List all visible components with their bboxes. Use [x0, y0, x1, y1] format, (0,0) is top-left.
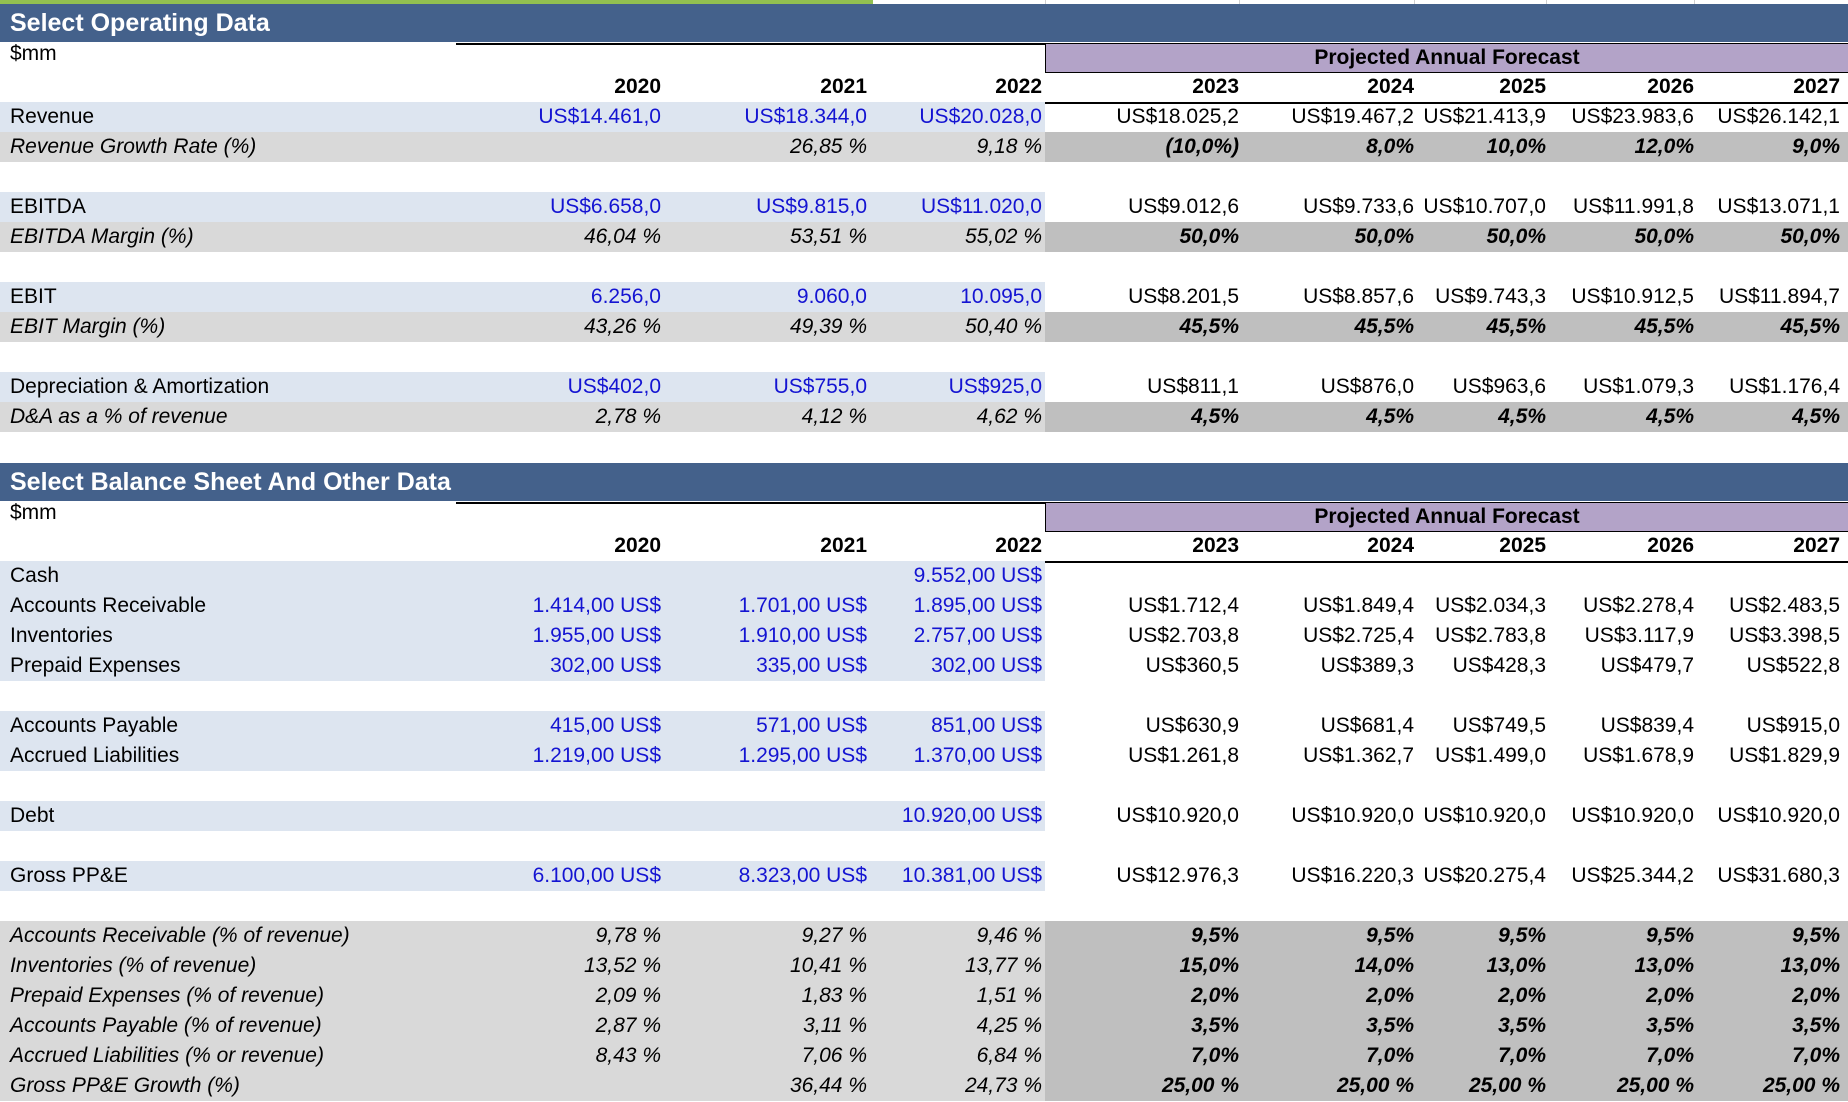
cell-2023[interactable]: 2,0% — [1191, 984, 1239, 1007]
cell-2020[interactable]: 9,78 % — [595, 924, 661, 947]
cell-2022[interactable]: 2.757,00 US$ — [913, 624, 1042, 647]
cell-2023[interactable] — [1045, 561, 1239, 591]
row-label[interactable]: Revenue Growth Rate (%) — [10, 135, 257, 158]
cell-2021[interactable]: 49,39 % — [789, 315, 867, 338]
cell-2020[interactable]: US$6.658,0 — [550, 195, 661, 218]
cell-2021[interactable]: 1.910,00 US$ — [738, 624, 867, 647]
row-label[interactable]: Accrued Liabilities (% or revenue) — [10, 1044, 324, 1067]
cell-2024[interactable]: 14,0% — [1354, 954, 1414, 977]
cell-2027[interactable]: 13,0% — [1780, 954, 1840, 977]
cell-2021[interactable] — [661, 561, 867, 591]
cell-2024[interactable]: US$9.733,6 — [1303, 195, 1414, 218]
cell-2022[interactable]: 1.895,00 US$ — [913, 594, 1042, 617]
cell-2022[interactable]: 10.381,00 US$ — [901, 864, 1042, 887]
row-label[interactable]: Accounts Receivable (% of revenue) — [10, 924, 350, 947]
row-label[interactable]: EBITDA Margin (%) — [10, 225, 194, 248]
cell-2021[interactable]: 53,51 % — [789, 225, 867, 248]
cell-2020[interactable] — [456, 1071, 661, 1101]
cell-2020[interactable]: 6.256,0 — [590, 285, 661, 308]
cell-2027[interactable]: 4,5% — [1792, 405, 1840, 428]
cell-2024[interactable]: US$876,0 — [1320, 375, 1414, 398]
cell-2024[interactable]: 25,00 % — [1336, 1074, 1414, 1097]
cell-2022[interactable]: 1,51 % — [976, 984, 1042, 1007]
cell-2021[interactable]: 1.295,00 US$ — [738, 744, 867, 767]
cell-2027[interactable]: US$26.142,1 — [1717, 105, 1840, 128]
cell-2026[interactable]: 45,5% — [1634, 315, 1694, 338]
table-row-prepaid-expenses — [0, 651, 1848, 681]
cell-2022[interactable]: 10.920,00 US$ — [901, 804, 1042, 827]
year-header-row — [0, 72, 1848, 102]
year-header[interactable]: 2026 — [1647, 534, 1694, 557]
cell-2025[interactable]: 7,0% — [1498, 1044, 1546, 1067]
row-label[interactable]: Gross PP&E Growth (%) — [10, 1074, 240, 1097]
year-header[interactable]: 2025 — [1499, 534, 1546, 557]
cell-2020[interactable] — [456, 132, 661, 162]
cell-2027[interactable]: 25,00 % — [1762, 1074, 1840, 1097]
cell-2025[interactable]: 4,5% — [1498, 405, 1546, 428]
cell-2020[interactable]: 1.955,00 US$ — [532, 624, 661, 647]
cell-2023[interactable]: US$1.261,8 — [1128, 744, 1239, 767]
cell-2024[interactable] — [1239, 561, 1414, 591]
cell-2023[interactable]: US$10.920,0 — [1116, 804, 1239, 827]
cell-2024[interactable]: 8,0% — [1366, 135, 1414, 158]
table-row-ebit — [0, 282, 1848, 312]
cell-2027[interactable]: US$2.483,5 — [1729, 594, 1840, 617]
table-row-ebitda-margin — [0, 222, 1848, 252]
cell-2021[interactable]: 9,27 % — [801, 924, 867, 947]
cell-2027[interactable]: US$13.071,1 — [1717, 195, 1840, 218]
year-header[interactable]: 2027 — [1793, 534, 1840, 557]
cell-2023[interactable]: US$630,9 — [1145, 714, 1239, 737]
cell-2027[interactable]: 50,0% — [1780, 225, 1840, 248]
unit-label[interactable]: $mm — [10, 501, 57, 524]
cell-2025[interactable]: US$2.783,8 — [1435, 624, 1546, 647]
year-header[interactable]: 2021 — [820, 75, 867, 98]
table-row-inventories — [0, 621, 1848, 651]
cell-2023[interactable]: US$360,5 — [1145, 654, 1239, 677]
cell-2020[interactable] — [456, 561, 661, 591]
cell-2020[interactable] — [456, 801, 661, 831]
cell-2020[interactable]: US$402,0 — [567, 375, 661, 398]
year-header[interactable]: 2023 — [1192, 534, 1239, 557]
cell-2025[interactable]: 10,0% — [1486, 135, 1546, 158]
row-label[interactable]: Revenue — [10, 105, 95, 128]
projection-header[interactable]: Projected Annual Forecast — [1045, 43, 1848, 73]
cell-2025[interactable]: 9,5% — [1498, 924, 1546, 947]
cell-2023[interactable]: 25,00 % — [1161, 1074, 1239, 1097]
cell-2022[interactable]: 24,73 % — [964, 1074, 1042, 1097]
cell-2025[interactable]: US$21.413,9 — [1423, 105, 1546, 128]
row-label[interactable]: Gross PP&E — [10, 864, 128, 887]
cell-2027[interactable] — [1694, 561, 1840, 591]
year-header[interactable]: 2027 — [1793, 75, 1840, 98]
cell-2022[interactable]: 6,84 % — [976, 1044, 1042, 1067]
table-row-accounts-payable — [0, 711, 1848, 741]
cell-2027[interactable]: US$522,8 — [1746, 654, 1840, 677]
table-row-d-a-as-a-of-revenue — [0, 402, 1848, 432]
table-row-cash — [0, 561, 1848, 591]
cell-2027[interactable]: 3,5% — [1792, 1014, 1840, 1037]
cell-2023[interactable]: 45,5% — [1179, 315, 1239, 338]
cell-2024[interactable]: 50,0% — [1354, 225, 1414, 248]
cell-2026[interactable]: 3,5% — [1646, 1014, 1694, 1037]
cell-2025[interactable]: US$963,6 — [1452, 375, 1546, 398]
cell-2024[interactable]: 7,0% — [1366, 1044, 1414, 1067]
cell-2026[interactable]: US$10.912,5 — [1571, 285, 1694, 308]
cell-2027[interactable]: US$1.829,9 — [1729, 744, 1840, 767]
cell-2025[interactable]: 45,5% — [1486, 315, 1546, 338]
cell-2020[interactable]: 1.414,00 US$ — [532, 594, 661, 617]
cell-2026[interactable]: US$1.678,9 — [1583, 744, 1694, 767]
table-row-depreciation-amortization — [0, 372, 1848, 402]
cell-2024[interactable]: US$681,4 — [1320, 714, 1414, 737]
cell-2025[interactable]: US$2.034,3 — [1435, 594, 1546, 617]
row-label[interactable]: Accounts Receivable — [10, 594, 207, 617]
table-row-accrued-liabilities-or-revenue — [0, 1041, 1848, 1071]
cell-2026[interactable]: US$25.344,2 — [1571, 864, 1694, 887]
table-row-accounts-receivable-of-revenue — [0, 921, 1848, 951]
cell-2027[interactable]: US$1.176,4 — [1729, 375, 1840, 398]
row-label[interactable]: EBIT Margin (%) — [10, 315, 166, 338]
year-header-row — [0, 531, 1848, 561]
cell-2026[interactable]: US$11.991,8 — [1572, 195, 1694, 218]
cell-2027[interactable]: US$31.680,3 — [1717, 864, 1840, 887]
cell-2023[interactable]: 50,0% — [1179, 225, 1239, 248]
cell-2027[interactable]: 9,0% — [1792, 135, 1840, 158]
cell-2022[interactable]: 4,25 % — [976, 1014, 1042, 1037]
cell-2024[interactable]: 4,5% — [1366, 405, 1414, 428]
cell-2025[interactable]: US$10.920,0 — [1423, 804, 1546, 827]
cell-2024[interactable]: 3,5% — [1366, 1014, 1414, 1037]
cell-2023[interactable]: (10,0%) — [1165, 135, 1239, 158]
cell-2026[interactable]: 7,0% — [1646, 1044, 1694, 1067]
cell-2025[interactable]: 25,00 % — [1468, 1074, 1546, 1097]
row-label[interactable]: Depreciation & Amortization — [10, 375, 270, 398]
cell-2025[interactable]: US$1.499,0 — [1435, 744, 1546, 767]
table-row-gross-pp-e-growth — [0, 1071, 1848, 1101]
cell-2022[interactable]: US$20.028,0 — [919, 105, 1042, 128]
unit-label[interactable]: $mm — [10, 42, 57, 65]
cell-2026[interactable]: 13,0% — [1634, 954, 1694, 977]
cell-2021[interactable]: 571,00 US$ — [756, 714, 867, 737]
row-label[interactable]: Accrued Liabilities — [10, 744, 180, 767]
cell-2023[interactable]: US$811,1 — [1147, 375, 1239, 398]
year-header[interactable]: 2026 — [1647, 75, 1694, 98]
cell-2024[interactable]: US$10.920,0 — [1291, 804, 1414, 827]
cell-2022[interactable]: 9,18 % — [976, 135, 1042, 158]
table-row-ebitda — [0, 192, 1848, 222]
row-label[interactable]: Prepaid Expenses (% of revenue) — [10, 984, 325, 1007]
cell-2024[interactable]: US$1.362,7 — [1303, 744, 1414, 767]
cell-2023[interactable]: 9,5% — [1191, 924, 1239, 947]
table-row-debt — [0, 801, 1848, 831]
cell-2024[interactable]: US$2.725,4 — [1303, 624, 1414, 647]
cell-2027[interactable]: 2,0% — [1792, 984, 1840, 1007]
year-header[interactable]: 2022 — [995, 534, 1042, 557]
projection-header[interactable]: Projected Annual Forecast — [1045, 502, 1848, 532]
cell-2026[interactable]: US$23.983,6 — [1571, 105, 1694, 128]
cell-2022[interactable]: US$11.020,0 — [920, 195, 1042, 218]
year-header[interactable]: 2023 — [1192, 75, 1239, 98]
cell-2021[interactable]: 1,83 % — [801, 984, 867, 1007]
cell-2025[interactable]: 3,5% — [1498, 1014, 1546, 1037]
cell-2021[interactable]: US$18.344,0 — [744, 105, 867, 128]
cell-2027[interactable]: US$11.894,7 — [1718, 285, 1840, 308]
cell-2026[interactable]: US$479,7 — [1600, 654, 1694, 677]
cell-2026[interactable]: 9,5% — [1646, 924, 1694, 947]
header-border — [456, 502, 1045, 504]
cell-2024[interactable]: 9,5% — [1366, 924, 1414, 947]
cell-2020[interactable]: 1.219,00 US$ — [532, 744, 661, 767]
section-title-operating[interactable]: Select Operating Data — [0, 4, 1848, 42]
cell-2026[interactable]: 12,0% — [1634, 135, 1694, 158]
row-label[interactable]: Cash — [10, 564, 60, 587]
row-label[interactable]: Accounts Payable — [10, 714, 179, 737]
cell-2025[interactable]: US$20.275,4 — [1423, 864, 1546, 887]
cell-2026[interactable]: US$2.278,4 — [1583, 594, 1694, 617]
cell-2021[interactable]: US$755,0 — [773, 375, 867, 398]
cell-2023[interactable]: 4,5% — [1191, 405, 1239, 428]
table-row-accrued-liabilities — [0, 741, 1848, 771]
cell-2020[interactable]: 13,52 % — [583, 954, 661, 977]
cell-2020[interactable]: 43,26 % — [583, 315, 661, 338]
cell-2027[interactable]: 45,5% — [1780, 315, 1840, 338]
year-header[interactable]: 2020 — [614, 534, 661, 557]
cell-2024[interactable]: 45,5% — [1354, 315, 1414, 338]
cell-2022[interactable]: 302,00 US$ — [931, 654, 1042, 677]
cell-2025[interactable]: 2,0% — [1498, 984, 1546, 1007]
cell-2021[interactable]: 4,12 % — [801, 405, 867, 428]
cell-2027[interactable]: 7,0% — [1792, 1044, 1840, 1067]
cell-2027[interactable]: US$915,0 — [1746, 714, 1840, 737]
cell-2020[interactable]: 2,87 % — [595, 1014, 661, 1037]
cell-2021[interactable]: 7,06 % — [801, 1044, 867, 1067]
cell-2023[interactable]: US$2.703,8 — [1128, 624, 1239, 647]
cell-2022[interactable]: 4,62 % — [976, 405, 1042, 428]
cell-2021[interactable]: 10,41 % — [789, 954, 867, 977]
cell-2022[interactable]: 10.095,0 — [960, 285, 1042, 308]
row-label[interactable]: Accounts Payable (% of revenue) — [10, 1014, 322, 1037]
row-label[interactable]: Inventories (% of revenue) — [10, 954, 257, 977]
row-label[interactable]: D&A as a % of revenue — [10, 405, 228, 428]
year-header[interactable]: 2024 — [1367, 534, 1414, 557]
cell-2024[interactable]: 2,0% — [1366, 984, 1414, 1007]
cell-2021[interactable]: 9.060,0 — [796, 285, 867, 308]
cell-2025[interactable]: US$749,5 — [1452, 714, 1546, 737]
row-label[interactable]: Inventories — [10, 624, 113, 647]
cell-2020[interactable]: 2,09 % — [595, 984, 661, 1007]
cell-2022[interactable]: US$925,0 — [948, 375, 1042, 398]
row-label[interactable]: EBITDA — [10, 195, 86, 218]
cell-2023[interactable]: 3,5% — [1191, 1014, 1239, 1037]
cell-2024[interactable]: US$8.857,6 — [1303, 285, 1414, 308]
year-header[interactable]: 2025 — [1499, 75, 1546, 98]
row-label[interactable]: Prepaid Expenses — [10, 654, 181, 677]
cell-2023[interactable]: 15,0% — [1179, 954, 1239, 977]
cell-2024[interactable]: US$19.467,2 — [1291, 105, 1414, 128]
cell-2023[interactable]: US$12.976,3 — [1116, 864, 1239, 887]
cell-2023[interactable]: US$18.025,2 — [1116, 105, 1239, 128]
year-header[interactable]: 2020 — [614, 75, 661, 98]
cell-2021[interactable]: 3,11 % — [803, 1014, 867, 1037]
cell-2025[interactable]: US$9.743,3 — [1435, 285, 1546, 308]
cell-2022[interactable]: 13,77 % — [964, 954, 1042, 977]
table-row-accounts-payable-of-revenue — [0, 1011, 1848, 1041]
cell-2021[interactable]: 26,85 % — [789, 135, 867, 158]
cell-2027[interactable]: 9,5% — [1792, 924, 1840, 947]
cell-2020[interactable]: 46,04 % — [583, 225, 661, 248]
cell-2023[interactable]: US$1.712,4 — [1128, 594, 1239, 617]
section-title-balance[interactable]: Select Balance Sheet And Other Data — [0, 463, 1848, 501]
cell-2026[interactable]: 25,00 % — [1616, 1074, 1694, 1097]
cell-2022[interactable]: 9.552,00 US$ — [913, 564, 1042, 587]
header-border — [456, 43, 1045, 45]
cell-2024[interactable]: US$16.220,3 — [1291, 864, 1414, 887]
cell-2026[interactable]: US$3.117,9 — [1584, 624, 1694, 647]
cell-2026[interactable]: US$1.079,3 — [1583, 375, 1694, 398]
cell-2021[interactable]: 8.323,00 US$ — [738, 864, 867, 887]
table-row-accounts-receivable — [0, 591, 1848, 621]
cell-2020[interactable]: 6.100,00 US$ — [532, 864, 661, 887]
year-header[interactable]: 2024 — [1367, 75, 1414, 98]
row-label[interactable]: EBIT — [10, 285, 57, 308]
cell-2024[interactable]: US$1.849,4 — [1303, 594, 1414, 617]
cell-2023[interactable]: US$9.012,6 — [1128, 195, 1239, 218]
cell-2023[interactable]: 7,0% — [1191, 1044, 1239, 1067]
cell-2025[interactable]: US$10.707,0 — [1423, 195, 1546, 218]
cell-2026[interactable]: 4,5% — [1646, 405, 1694, 428]
cell-2021[interactable]: 36,44 % — [789, 1074, 867, 1097]
cell-2026[interactable]: 50,0% — [1634, 225, 1694, 248]
cell-2022[interactable]: 9,46 % — [976, 924, 1042, 947]
cell-2022[interactable]: 50,40 % — [964, 315, 1042, 338]
cell-2027[interactable]: US$10.920,0 — [1717, 804, 1840, 827]
cell-2026[interactable]: 2,0% — [1646, 984, 1694, 1007]
cell-2022[interactable]: 1.370,00 US$ — [913, 744, 1042, 767]
year-header[interactable]: 2022 — [995, 75, 1042, 98]
table-row-revenue-growth-rate — [0, 132, 1848, 162]
cell-2026[interactable]: US$839,4 — [1600, 714, 1694, 737]
cell-2021[interactable]: 335,00 US$ — [756, 654, 867, 677]
cell-2021[interactable]: 1.701,00 US$ — [738, 594, 867, 617]
table-row-prepaid-expenses-of-revenue — [0, 981, 1848, 1011]
cell-2025[interactable]: 13,0% — [1486, 954, 1546, 977]
cell-2026[interactable] — [1546, 561, 1694, 591]
cell-2027[interactable]: US$3.398,5 — [1729, 624, 1840, 647]
cell-2026[interactable]: US$10.920,0 — [1571, 804, 1694, 827]
table-row-ebit-margin — [0, 312, 1848, 342]
cell-2020[interactable]: 415,00 US$ — [550, 714, 661, 737]
cell-2025[interactable]: US$428,3 — [1452, 654, 1546, 677]
cell-2022[interactable]: 55,02 % — [964, 225, 1042, 248]
cell-2025[interactable]: 50,0% — [1486, 225, 1546, 248]
year-header[interactable]: 2021 — [820, 534, 867, 557]
table-row-inventories-of-revenue — [0, 951, 1848, 981]
cell-2020[interactable]: 2,78 % — [595, 405, 661, 428]
table-row-gross-pp-e — [0, 861, 1848, 891]
cell-2021[interactable] — [661, 801, 867, 831]
cell-2022[interactable]: 851,00 US$ — [931, 714, 1042, 737]
row-label[interactable]: Debt — [10, 804, 55, 827]
cell-2023[interactable]: US$8.201,5 — [1128, 285, 1239, 308]
cell-2020[interactable]: 302,00 US$ — [550, 654, 661, 677]
cell-2020[interactable]: 8,43 % — [595, 1044, 661, 1067]
cell-2025[interactable] — [1414, 561, 1546, 591]
table-row-revenue — [0, 102, 1848, 132]
cell-2020[interactable]: US$14.461,0 — [538, 105, 661, 128]
cell-2021[interactable]: US$9.815,0 — [756, 195, 867, 218]
cell-2024[interactable]: US$389,3 — [1320, 654, 1414, 677]
